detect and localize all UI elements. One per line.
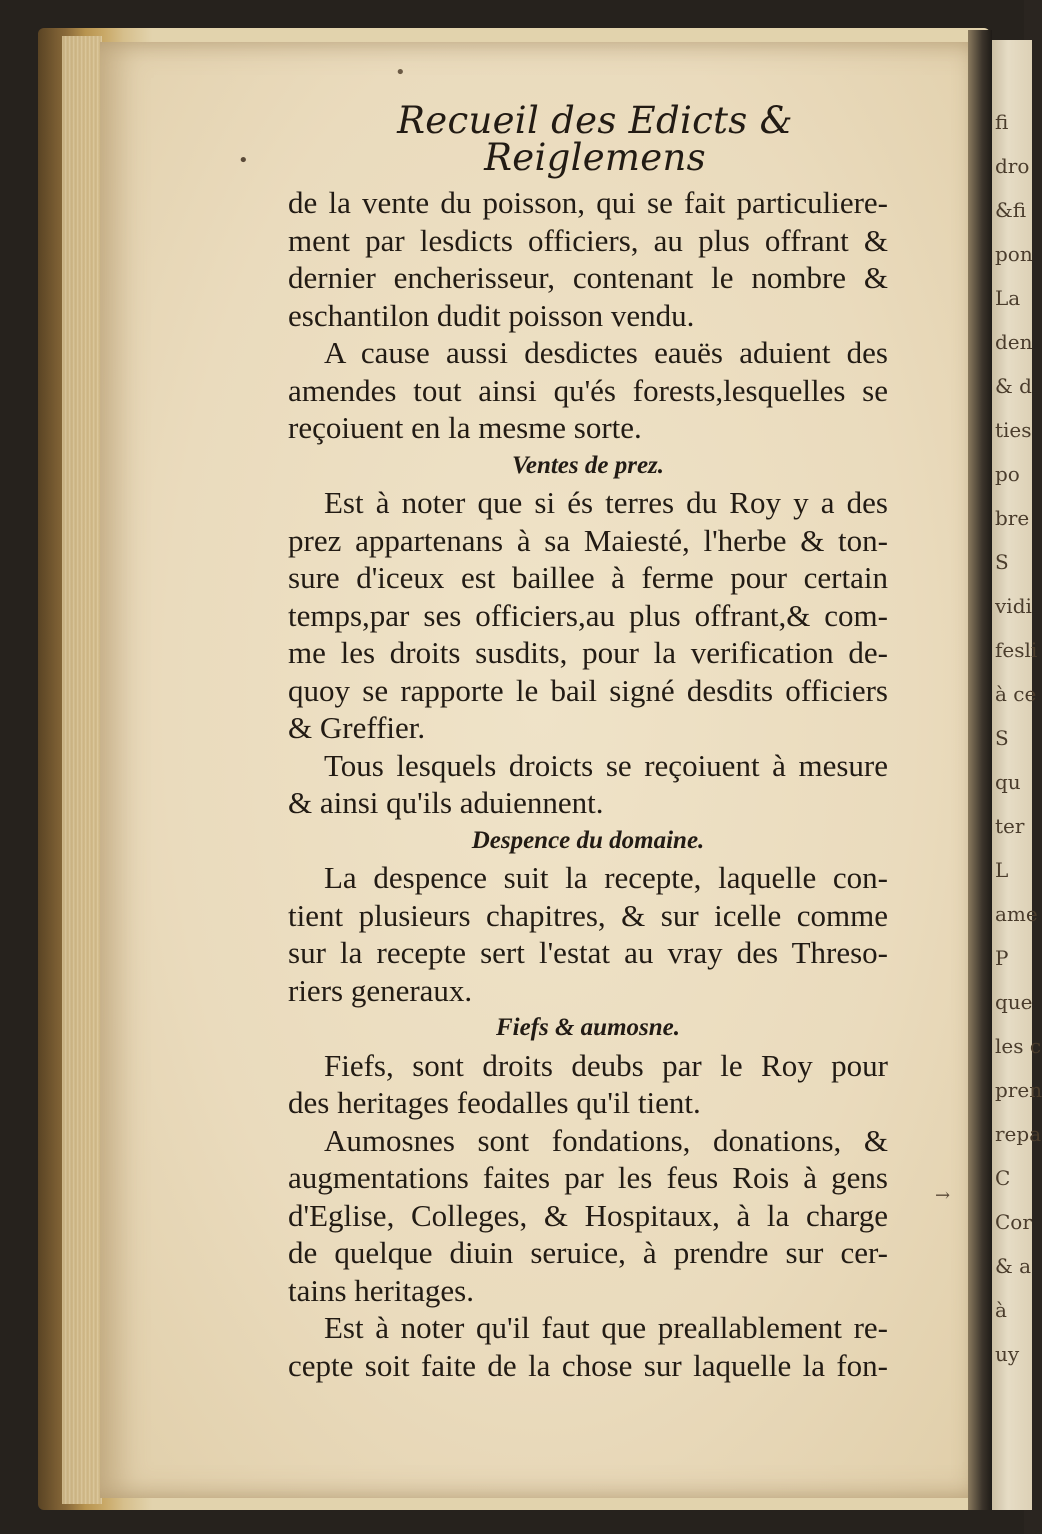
page-edges [62, 36, 102, 1504]
facing-page-fragment: La [995, 286, 1021, 310]
text-line: Fiefs, sont droits deubs par le Roy pour [324, 1047, 888, 1083]
facing-page-fragment: S [995, 726, 1009, 750]
section-heading: Ventes de prez. [511, 451, 665, 479]
text-line: prez appartenans à sa Maiesté, l'herbe & ton- [288, 522, 888, 558]
text-line: Est à noter qu'il faut que preallablement re- [324, 1310, 888, 1345]
text-line: Est à noter que si és terres du Roy y a des [324, 485, 888, 520]
facing-page-fragment: S [995, 550, 1009, 574]
text-line: me les droits susdits, pour la verification de- [288, 635, 888, 670]
ink-mark: • [395, 62, 406, 83]
text-line: & Greffier. [288, 710, 426, 745]
section-heading: Despence du domaine. [471, 826, 705, 854]
facing-page-fragment: L [995, 858, 1009, 882]
text-line: Aumosnes sont fondations, donations, & [324, 1122, 888, 1158]
text-line: ment par lesdicts officiers, au plus offrant & [288, 222, 888, 258]
text-line: cepte soit faite de la chose sur laquelle la fon- [288, 1347, 888, 1383]
facing-page-fragment: C [995, 1166, 1011, 1190]
facing-page-edge [992, 40, 1042, 1510]
facing-page-fragment: & d [995, 374, 1032, 398]
page-text [288, 99, 888, 1384]
text-line: eschantilon dudit poisson vendu. [288, 297, 695, 333]
facing-page-fragment: les c [995, 1034, 1042, 1058]
facing-page-fragment: ties [995, 418, 1032, 442]
facing-page-fragment: ame [995, 902, 1038, 926]
text-line: dernier encherisseur, contenant le nombre & [288, 260, 888, 295]
ink-mark: → [935, 1185, 951, 1206]
text-line: amendes tout ainsi qu'és forests,lesquelles se [288, 372, 888, 408]
facing-page-fragment: à ce [995, 682, 1037, 706]
facing-page-fragment: fesli [995, 638, 1038, 662]
text-line: reçoiuent en la mesme sorte. [288, 410, 642, 445]
facing-page-fragment: pon [995, 242, 1033, 266]
facing-page-fragment: à [995, 1298, 1007, 1322]
text-line: sure d'iceux est baillee à ferme pour certain [288, 560, 888, 595]
facing-page-fragment: repa [995, 1122, 1042, 1146]
text-line: tient plusieurs chapitres, & sur icelle comme [288, 897, 888, 933]
facing-page-fragment: Cor [995, 1210, 1032, 1234]
text-line: A cause aussi desdictes eauës aduient des [324, 335, 888, 370]
ink-mark: • [238, 150, 249, 171]
text-line: temps,par ses officiers,au plus offrant,& com- [288, 597, 888, 633]
facing-page-fragment: po [995, 462, 1020, 486]
facing-page-fragment: fi [995, 110, 1009, 134]
facing-page-fragment: dro [995, 154, 1030, 178]
book-gutter [968, 30, 992, 1510]
facing-page-fragment: vidi [995, 594, 1032, 618]
text-line: sur la recepte sert l'estat au vray des Threso- [288, 935, 888, 970]
text-line: de quelque diuin seruice, à prendre sur cer- [288, 1235, 888, 1270]
facing-page-fragment: den [995, 330, 1033, 354]
facing-page-fragment: P [995, 946, 1009, 970]
text-line: augmentations faites par les feus Rois à gens [288, 1160, 888, 1195]
facing-page-fragment: uy [995, 1342, 1020, 1366]
facing-page-fragment: que [995, 990, 1033, 1014]
running-header: Recueil des Edicts & Reiglemens [397, 99, 793, 179]
facing-page-fragment: qu [995, 770, 1021, 794]
text-line: des heritages feodalles qu'il tient. [288, 1085, 701, 1120]
facing-page-fragment: bre [995, 506, 1030, 530]
text-line: tains heritages. [288, 1272, 474, 1308]
facing-page-fragment: &fi [995, 198, 1027, 222]
text-line: La despence suit la recepte, laquelle con- [324, 860, 888, 895]
text-line: d'Eglise, Colleges, & Hospitaux, à la charge [288, 1197, 888, 1233]
facing-page-fragment: ter [995, 814, 1025, 838]
section-heading: Fiefs & aumosne. [495, 1014, 681, 1041]
text-line: Tous lesquels droicts se reçoiuent à mesure [324, 747, 888, 783]
text-line: & ainsi qu'ils aduiennent. [288, 785, 604, 820]
text-line: riers generaux. [288, 972, 473, 1008]
text-line: quoy se rapporte le bail signé desdits officiers [288, 672, 888, 708]
facing-page-fragment: & a [995, 1254, 1032, 1278]
facing-page-fragment: pren [995, 1078, 1042, 1102]
text-line: de la vente du poisson, qui se fait particuliere- [288, 185, 888, 220]
